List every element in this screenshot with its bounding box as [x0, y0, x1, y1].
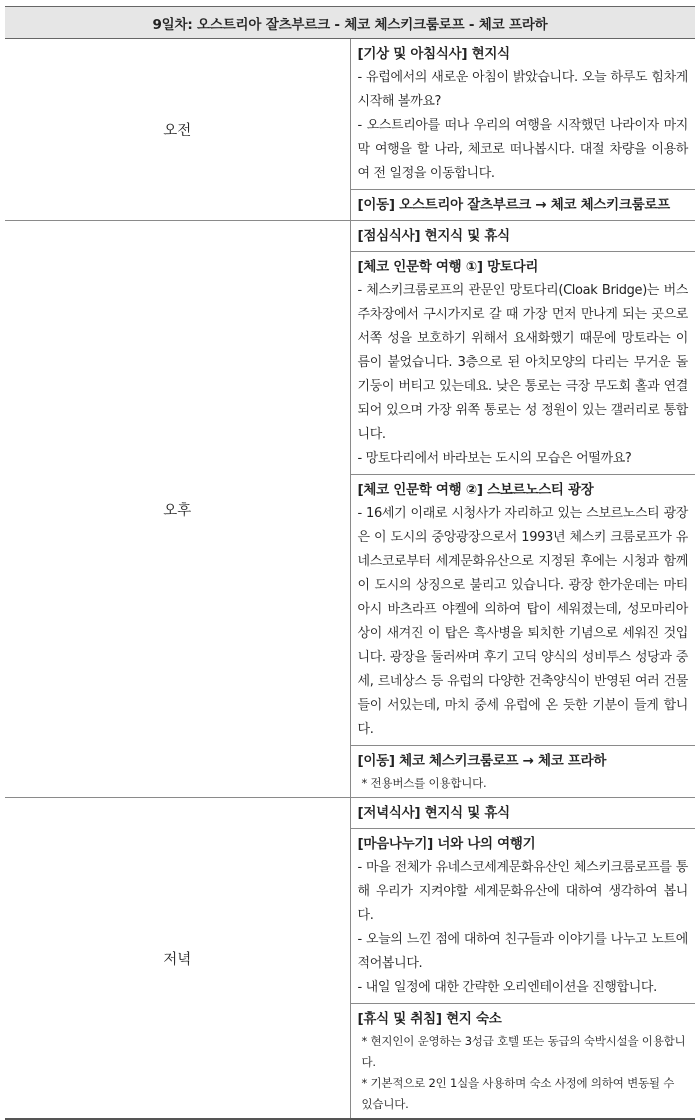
activity-heading: [휴식 및 취침] 현지 숙소	[357, 1011, 502, 1027]
activity-block	[351, 475, 696, 746]
activity-block	[351, 1004, 696, 1118]
schedule-row-evening	[5, 798, 695, 1120]
activity-note: * 기본적으로 2인 1실을 사용하며 숙소 사정에 의하여 변동될 수 있습니다.	[361, 1076, 675, 1111]
time-of-day-label: 저녁	[5, 798, 350, 1120]
activity-description: - 오늘의 느낀 점에 대하여 친구들과 이야기를 나누고 노트에 적어봅니다.	[357, 932, 688, 971]
activity-block	[351, 190, 696, 220]
activity-block	[351, 746, 696, 797]
itinerary-table	[5, 6, 695, 1120]
schedule-row-morning	[5, 39, 695, 221]
activity-description: - 내일 일정에 대한 간략한 오리엔테이션을 진행합니다.	[357, 980, 657, 995]
time-of-day-label: 오전	[5, 39, 350, 221]
day-title: 9일차: 오스트리아 잘츠부르크 - 체코 체스키크룸로프 - 체코 프라하	[5, 7, 695, 39]
activity-description: - 마을 전체가 유네스코세계문화유산인 체스키크룸로프를 통해 우리가 지켜야할 세계문화유산에 대하여 생각하여 봅니다.	[357, 860, 688, 923]
activity-description: - 유럽에서의 새로운 아침이 밝았습니다. 오늘 하루도 힘차게 시작해 볼까요?	[357, 70, 688, 109]
activity-note: * 현지인이 운영하는 3성급 호텔 또는 동급의 숙박시설을 이용합니다.	[361, 1034, 686, 1069]
schedule-content	[350, 39, 695, 221]
activity-block	[351, 798, 696, 829]
schedule-body	[5, 39, 695, 1120]
title-row	[5, 7, 695, 39]
activity-heading: [체코 인문학 여행 ②] 스보르노스티 광장	[357, 482, 594, 498]
schedule-content	[350, 221, 695, 798]
activity-block	[351, 829, 696, 1004]
activity-note: * 전용버스를 이용합니다.	[361, 776, 487, 790]
activity-block	[351, 252, 696, 475]
activity-heading: [저녁식사] 현지식 및 휴식	[357, 805, 510, 821]
activity-block	[351, 39, 696, 190]
activity-description: - 체스키크룸로프의 관문인 망토다리(Cloak Bridge)는 버스주차장에서 구시가지로 갈 때 가장 먼저 만나게 되는 곳으로 서쪽 성을 보호하기 위해서 요새화했기 때문에 망토라는 이름이 붙었습니다. 3층으로 된 아치모양의 다리는 무거운 돌기둥이 버티고 있는데요. 낮은 통로는 극장 무도회 홀과 연결되어 있으며 가장 위쪽 통로는 성 정원이 있는 갤러리로 통합니다.	[357, 283, 688, 442]
activity-block	[351, 221, 696, 252]
activity-heading: [이동] 체코 체스키크룸로프 → 체코 프라하	[357, 753, 607, 769]
schedule-content	[350, 798, 695, 1120]
activity-heading: [점심식사] 현지식 및 휴식	[357, 228, 510, 244]
time-of-day-label: 오후	[5, 221, 350, 798]
activity-heading: [이동] 오스트리아 잘츠부르크 → 체코 체스키크룸로프	[357, 197, 670, 213]
schedule-row-afternoon	[5, 221, 695, 798]
activity-description: - 16세기 이래로 시청사가 자리하고 있는 스보르노스티 광장은 이 도시의 중앙광장으로서 1993년 체스키 크룸로프가 유네스코로부터 세계문화유산으로 지정된 후에는 시청과 함께 이 도시의 상징으로 불리고 있습니다. 광장 한가운데는 마티아시 바츠라프 야켈에 의하여 탑이 세워졌는데, 성모마리아 상이 새겨진 이 탑은 흑사병을 퇴치한 기념으로 세워진 것입니다. 광장을 둘러싸며 후기 고딕 양식의 성비투스 성당과 중세, 르네상스 등 유럽의 다양한 건축양식이 반영된 여러 건물들이 서있는데, 마치 중세 유럽에 온 듯한 기분이 들게 합니다.	[357, 506, 688, 737]
activity-heading: [기상 및 아침식사] 현지식	[357, 46, 510, 62]
activity-heading: [체코 인문학 여행 ①] 망토다리	[357, 259, 539, 275]
activity-description: - 망토다리에서 바라보는 도시의 모습은 어떨까요?	[357, 451, 632, 466]
activity-description: - 오스트리아를 떠나 우리의 여행을 시작했던 나라이자 마지막 여행을 할 나라, 체코로 떠나봅시다. 대절 차량을 이용하여 전 일정을 이동합니다.	[357, 118, 688, 181]
activity-heading: [마음나누기] 너와 나의 여행기	[357, 836, 536, 852]
